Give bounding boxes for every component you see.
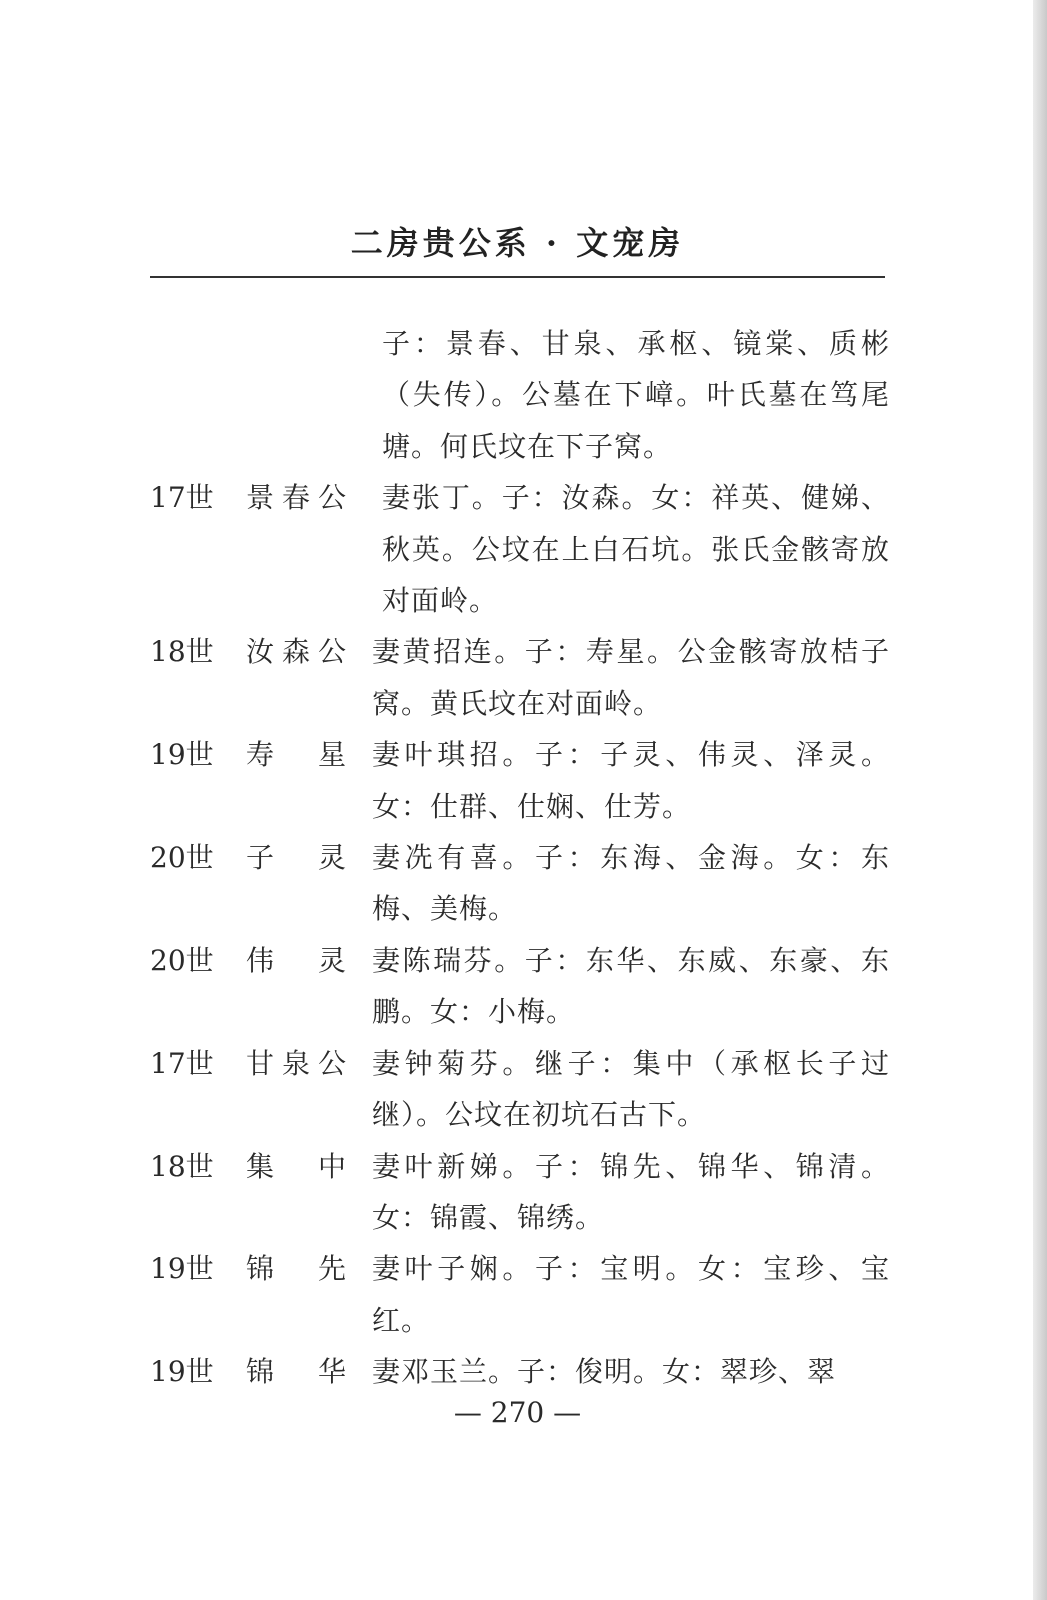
genealogy-entry: [150, 626, 890, 729]
entry-generation: 18世: [150, 1149, 214, 1183]
entry-text: 妻张丁。子：汝森。女：祥英、健娣、秋英。公坟在上白石坑。张氏金骸寄放对面岭。: [382, 481, 890, 618]
entry-generation: 17世: [150, 481, 214, 515]
entry-text: 妻陈瑞芬。子：东华、东威、东豪、东鹏。女：小梅。: [372, 943, 890, 1029]
scan-edge: [1033, 0, 1047, 1600]
page-header-title: 二房贵公系 · 文宠房: [350, 224, 685, 262]
entry-text: 妻冼有喜。子：东海、金海。女：东梅、美梅。: [372, 841, 890, 926]
genealogy-entry: [150, 1346, 890, 1397]
entry-generation: 17世: [150, 1046, 214, 1080]
entry-text: 妻钟菊芬。继子：集中（承枢长子过继）。公坟在初坑石古下。: [372, 1046, 890, 1132]
entry-generation: 20世: [150, 841, 214, 875]
genealogy-entry: [150, 318, 890, 472]
genealogy-entry: [150, 935, 890, 1038]
genealogy-entry: [150, 1038, 890, 1141]
header-rule: [150, 276, 885, 278]
entry-text: 子：景春、甘泉、承枢、镜棠、质彬（失传）。公墓在下嶂。叶氏墓在笃尾塘。何氏坟在下子窝。: [382, 327, 890, 463]
entry-text: 妻黄招连。子：寿星。公金骸寄放桔子窝。黄氏坟在对面岭。: [372, 635, 890, 720]
entry-text: 妻叶琪招。子：子灵、伟灵、泽灵。女：仕群、仕娴、仕芳。: [372, 738, 890, 823]
entry-generation: 18世: [150, 635, 214, 669]
page-number: — 270 —: [453, 1396, 582, 1429]
entry-name: 景春公: [246, 481, 346, 515]
entry-generation: 19世: [150, 1355, 214, 1389]
genealogy-entries: [150, 318, 890, 1398]
entry-name: 伟灵: [246, 943, 346, 977]
entry-generation: 20世: [150, 943, 214, 977]
entry-text: 妻邓玉兰。子：俊明。女：翠珍、翠: [372, 1355, 837, 1389]
entry-text: 妻叶子娴。子：宝明。女：宝珍、宝红。: [372, 1252, 890, 1337]
entry-generation: 19世: [150, 738, 214, 772]
entry-name: 锦先: [246, 1252, 346, 1286]
entry-name: 汝森公: [246, 635, 346, 669]
genealogy-entry: [150, 1141, 890, 1244]
genealogy-entry: [150, 832, 890, 935]
entry-name: 子灵: [246, 841, 346, 875]
genealogy-entry: [150, 472, 890, 626]
entry-name: 锦华: [246, 1355, 346, 1389]
entry-name: 寿星: [246, 738, 346, 772]
genealogy-entry: [150, 1243, 890, 1346]
entry-text: 妻叶新娣。子：锦先、锦华、锦清。女：锦霞、锦绣。: [372, 1149, 890, 1234]
entry-name: 集中: [246, 1149, 346, 1183]
entry-generation: 19世: [150, 1252, 214, 1286]
entry-name: 甘泉公: [246, 1046, 346, 1080]
genealogy-entry: [150, 729, 890, 832]
